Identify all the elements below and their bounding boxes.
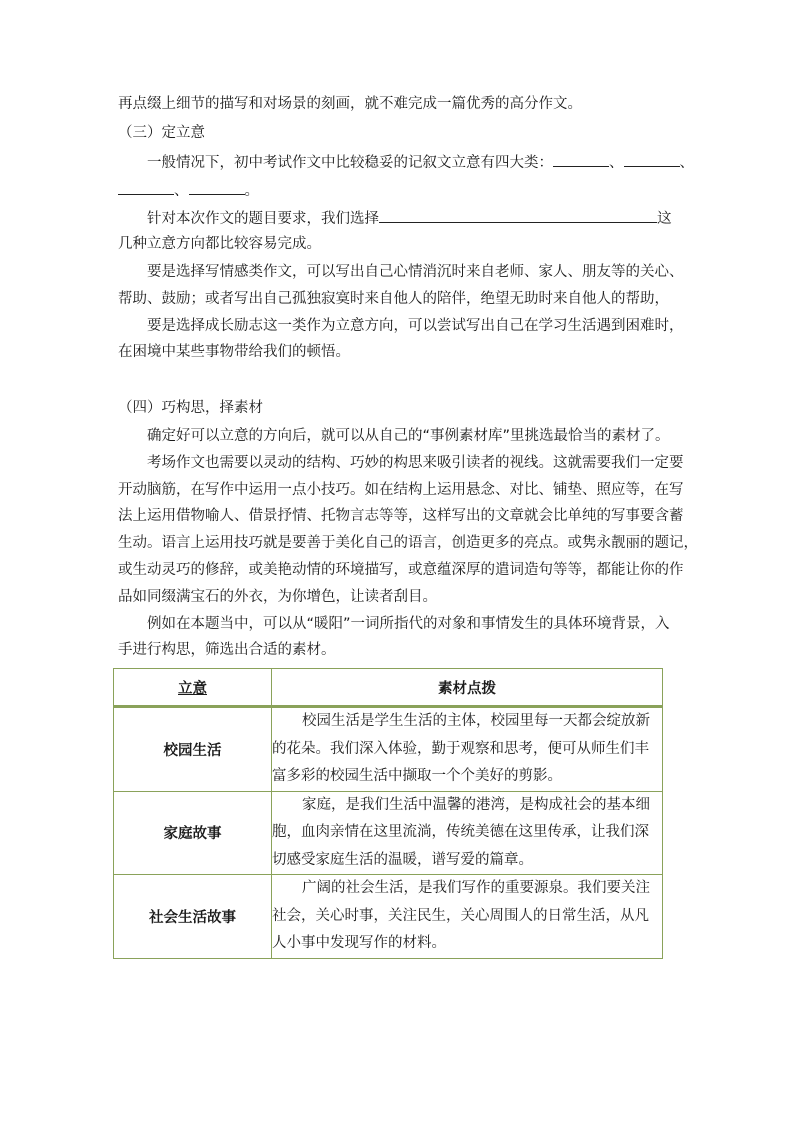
topic-cell: 社会生活故事: [114, 875, 272, 959]
paragraph-line: 确定好可以立意的方向后，就可以从自己的“事例素材库”里挑选最恰当的素材了。: [147, 428, 670, 444]
paragraph-line: 帮助、鼓励；或者写出自己孤独寂寞时来自他人的陪伴，绝望无助时来自他人的帮助，: [118, 291, 669, 307]
paragraph-line: 考场作文也需要以灵动的结构、巧妙的构思来吸引读者的视线。这就需要我们一定要: [147, 455, 684, 471]
section-heading-4: （四）巧构思，择素材: [118, 400, 263, 416]
table-row: [114, 791, 663, 875]
topic-cell: 家庭故事: [114, 791, 272, 875]
paragraph-line: [118, 180, 259, 201]
material-cell: 广阔的社会生活，是我们写作的重要源泉。我们要关注社会，关心时事，关注民生，关心周围人的日常生活，从凡人小事中发现写作的材料。: [272, 875, 663, 959]
paragraph-line: 要是选择成长励志这一类作为立意方向，可以尝试写出自己在学习生活遇到困难时，: [147, 318, 684, 334]
material-cell: 家庭，是我们生活中温馨的港湾，是构成社会的基本细胞，血肉亲情在这里流淌，传统美德在这里传承，让我们深切感受家庭生活的温暖，谱写爱的篇章。: [272, 791, 663, 875]
paragraph-line: 法上运用借物喻人、借景抒情、托物言志等等，这样写出的文章就会比单纯的写事要含蓄: [118, 508, 684, 524]
paragraph-line: 生动。语言上运用技巧就是要善于美化自己的语言，创造更多的亮点。或隽永靓丽的题记，: [118, 535, 698, 551]
paragraph-line: 或生动灵巧的修辞，或美艳动情的环境描写，或意蕴深厚的遣词造句等等，都能让你的作: [118, 562, 684, 578]
fill-blank[interactable]: [553, 152, 609, 167]
header-topic: 立意: [114, 669, 272, 707]
text: 这: [657, 211, 672, 227]
paragraph-line: 要是选择写情感类作文，可以写出自己心情消沉时来自老师、家人、朋友等的关心、: [147, 264, 684, 280]
topic-cell: 校园生活: [114, 707, 272, 792]
material-cell: 校园生活是学生生活的主体，校园里每一天都会绽放新的花朵。我们深入体验，勤于观察和思考，便可从师生们丰富多彩的校园生活中撷取一个个美好的剪影。: [272, 707, 663, 792]
fill-blank[interactable]: [118, 180, 174, 195]
text: 、: [174, 183, 189, 199]
table-header-row: [114, 669, 663, 707]
table-row: [114, 875, 663, 959]
paragraph-line: 品如同缀满宝石的外衣，为你增色，让读者刮目。: [118, 589, 437, 605]
table-row: [114, 707, 663, 792]
fill-blank[interactable]: [189, 180, 245, 195]
header-material: 素材点拨: [272, 669, 663, 707]
paragraph-line: [147, 152, 694, 173]
material-table: [113, 668, 663, 959]
paragraph-line: 几种立意方向都比较容易完成。: [118, 236, 321, 252]
fill-blank[interactable]: [624, 152, 680, 167]
fill-blank[interactable]: [379, 208, 657, 223]
section-heading-3: （三）定立意: [118, 125, 205, 141]
text: 。: [244, 183, 259, 199]
paragraph-line: 手进行构思，筛选出合适的素材。: [118, 642, 336, 658]
text: 、: [609, 155, 624, 171]
paragraph-line: [147, 208, 672, 229]
text: 一般情况下，初中考试作文中比较稳妥的记叙文立意有四大类：: [147, 155, 553, 171]
text: 、: [679, 155, 694, 171]
paragraph-line: 开动脑筋，在写作中运用一点小技巧。如在结构上运用悬念、对比、铺垫、照应等，在写: [118, 482, 684, 498]
text: 针对本次作文的题目要求，我们选择: [147, 211, 379, 227]
paragraph-line: 在困境中某些事物带给我们的顿悟。: [118, 344, 350, 360]
paragraph-line: 例如在本题当中，可以从“暖阳”一词所指代的对象和事情发生的具体环境背景，入: [147, 616, 670, 632]
paragraph-continuation: 再点缀上细节的描写和对场景的刻画，就不难完成一篇优秀的高分作文。: [118, 96, 582, 112]
